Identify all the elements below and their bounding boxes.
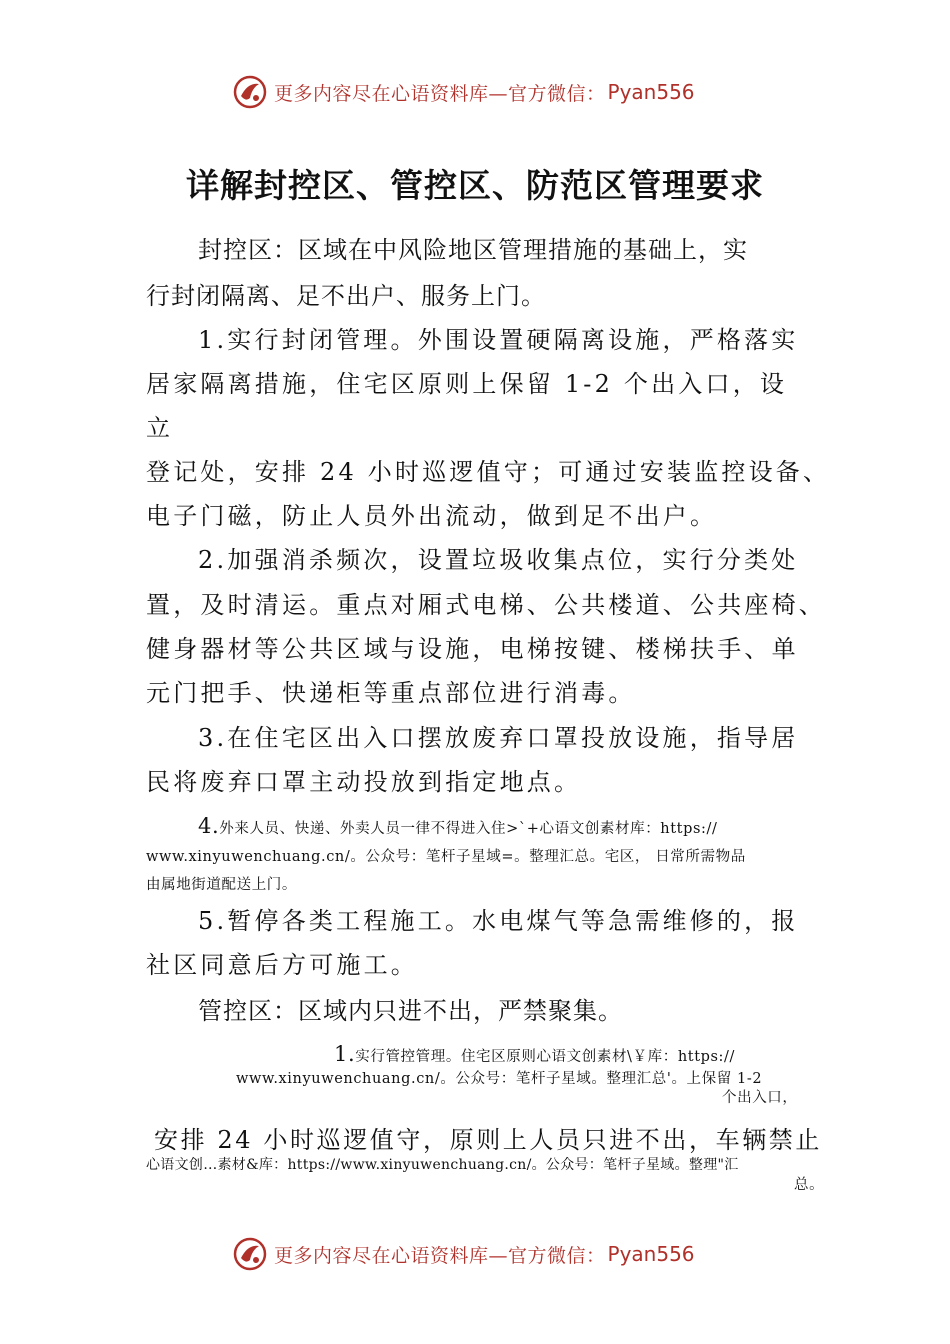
wechat-account: Pyan556 <box>607 80 695 104</box>
small-print-text: 实行管控管理。住宅区原则心语文创素材\￥库：https:// <box>355 1049 736 1065</box>
small-print-line: 由属地街道配送上门。 <box>146 877 297 893</box>
paragraph-line: 1.实行封闭管理。外围设置硬隔离设施，严格落实 <box>198 326 799 354</box>
paragraph-line: 行封闭隔离、足不出户、服务上门。 <box>146 282 546 310</box>
item-number: 1. <box>334 1042 356 1066</box>
small-print-line <box>334 1044 735 1067</box>
small-print-line: www.xinyuwenchuang.cn/。公众号：笔杆子星域。整理汇总'。上保留 1-2 <box>236 1071 763 1087</box>
section-heading: 管控区：区域内只进不出，严禁聚集。 <box>198 997 623 1025</box>
paragraph-line: 居家隔离措施，住宅区原则上保留 1-2 个出入口，设 <box>146 370 788 398</box>
paragraph-line: 元门把手、快递柜等重点部位进行消毒。 <box>146 679 636 707</box>
paragraph-line: 5.暂停各类工程施工。水电煤气等急需维修的，报 <box>198 907 799 935</box>
item-number: 4. <box>198 814 220 838</box>
paragraph-line: 电子门磁，防止人员外出流动，做到足不出户。 <box>146 502 718 530</box>
library-logo-icon <box>232 74 268 110</box>
paragraph-line: 立 <box>146 414 174 442</box>
small-print-line: www.xinyuwenchuang.cn/。公众号：笔杆子星域=。整理汇总。宅区， 日常所需物品 <box>146 849 746 865</box>
small-print-line: 总。 <box>794 1177 825 1193</box>
paragraph-line: 置，及时清运。重点对厢式电梯、公共楼道、公共座椅、 <box>146 591 826 619</box>
paragraph-line: 封控区：区域在中风险地区管理措施的基础上，实 <box>198 236 748 264</box>
paragraph-line: 登记处，安排 24 小时巡逻值守；可通过安装监控设备、 <box>146 458 831 486</box>
footer-banner <box>232 1234 752 1274</box>
small-print-text: 外来人员、快递、外卖人员一律不得进入住>`+心语文创素材库：https:// <box>219 821 718 837</box>
banner-text: 更多内容尽在心语资料库—官方微信： <box>274 82 606 105</box>
small-print-line <box>198 816 717 839</box>
paragraph-line: 3.在住宅区出入口摆放废弃口罩投放设施，指导居 <box>198 724 799 752</box>
paragraph-line: 2.加强消杀频次，设置垃圾收集点位，实行分类处 <box>198 546 799 574</box>
paragraph-line: 社区同意后方可施工。 <box>146 951 418 979</box>
banner-text: 更多内容尽在心语资料库—官方微信： <box>274 1244 606 1267</box>
header-banner <box>232 72 752 112</box>
paragraph-line: 健身器材等公共区域与设施，电梯按键、楼梯扶手、单 <box>146 635 799 663</box>
paragraph-line: 安排 24 小时巡逻值守，原则上人员只进不出，车辆禁止 <box>154 1126 822 1154</box>
small-print-line: 心语文创…素材&库：https://www.xinyuwenchuang.cn/。公众号：笔杆子星域。整理"汇 <box>146 1157 739 1173</box>
library-logo-icon <box>232 1236 268 1272</box>
paragraph-line: 民将废弃口罩主动投放到指定地点。 <box>146 768 582 796</box>
small-print-line: 个出入口， <box>722 1090 798 1106</box>
wechat-account: Pyan556 <box>607 1242 695 1266</box>
page-title: 详解封控区、管控区、防范区管理要求 <box>186 166 764 205</box>
